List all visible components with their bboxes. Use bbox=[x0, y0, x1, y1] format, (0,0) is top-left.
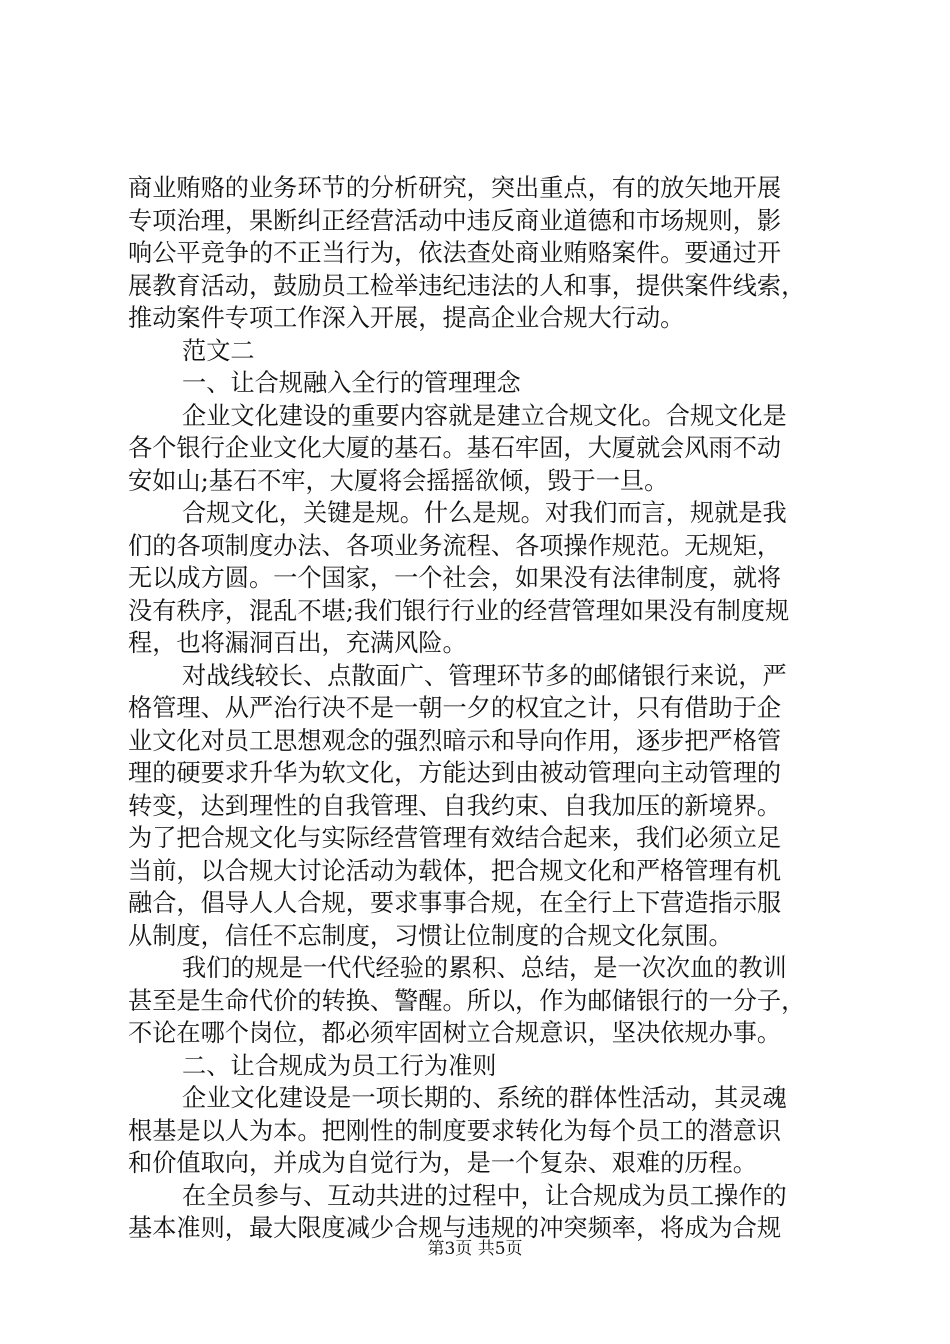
text-line: 各个银行企业文化大厦的基石。基石牢固，大厦就会风雨不动 bbox=[128, 434, 782, 462]
text-line: 从制度，信任不忘制度，习惯让位制度的合规文化氛围。 bbox=[128, 921, 733, 950]
text-line: 不论在哪个岗位，都必须牢固树立合规意识，坚决依规办事。 bbox=[128, 1019, 782, 1047]
text-line: 企业文化建设的重要内容就是建立合规文化。合规文化是 bbox=[182, 401, 787, 430]
text-line: 格管理、从严治行决不是一朝一夕的权宜之计，只有借助于企 bbox=[128, 694, 782, 722]
text-line: 安如山;基石不牢，大厦将会摇摇欲倾，毁于一旦。 bbox=[128, 466, 669, 495]
text-line: 推动案件专项工作深入开展，提高企业合规大行动。 bbox=[128, 304, 685, 332]
text-line: 企业文化建设是一项长期的、系统的群体性活动，其灵魂 bbox=[182, 1084, 787, 1112]
text-line: 程，也将漏洞百出，充满风险。 bbox=[128, 629, 467, 657]
text-line: 根基是以人为本。把刚性的制度要求转化为每个员工的潜意识 bbox=[128, 1116, 782, 1145]
text-line: 融合，倡导人人合规，要求事事合规，在全行上下营造指示服 bbox=[128, 889, 782, 917]
text-line: 业文化对员工思想观念的强烈暗示和导向作用，逐步把严格管 bbox=[128, 726, 782, 755]
text-line: 为了把合规文化与实际经营管理有效结合起来，我们必须立足 bbox=[128, 824, 782, 852]
text-line: 我们的规是一代代经验的累积、总结，是一次次血的教训 bbox=[182, 954, 787, 982]
page-footer: 第3页 共5页 bbox=[427, 1239, 523, 1259]
text-line: 甚至是生命代价的转换、警醒。所以，作为邮储银行的一分子， bbox=[128, 986, 806, 1015]
document-body bbox=[128, 172, 838, 1245]
text-line: 响公平竞争的不正当行为，依法查处商业贿赂案件。要通过开 bbox=[128, 239, 782, 267]
text-line: 二、让合规成为员工行为准则 bbox=[182, 1051, 497, 1080]
text-line: 无以成方圆。一个国家，一个社会，如果没有法律制度，就将 bbox=[128, 564, 782, 592]
text-line: 展教育活动，鼓励员工检举违纪违法的人和事，提供案件线索， bbox=[128, 271, 806, 300]
text-line: 合规文化，关键是规。什么是规。对我们而言，规就是我 bbox=[182, 499, 787, 527]
text-line: 专项治理，果断纠正经营活动中违反商业道德和市场规则，影 bbox=[128, 206, 782, 235]
text-line: 对战线较长、点散面广、管理环节多的邮储银行来说，严 bbox=[182, 661, 787, 690]
text-line: 们的各项制度办法、各项业务流程、各项操作规范。无规矩， bbox=[128, 531, 782, 560]
text-line: 商业贿赂的业务环节的分析研究，突出重点，有的放矢地开展 bbox=[128, 174, 782, 202]
text-line: 理的硬要求升华为软文化，方能达到由被动管理向主动管理的 bbox=[128, 759, 782, 787]
text-line: 没有秩序，混乱不堪;我们银行行业的经营管理如果没有制度规 bbox=[128, 596, 790, 625]
text-line: 一、让合规融入全行的管理理念 bbox=[182, 369, 521, 397]
text-line: 和价值取向，并成为自觉行为，是一个复杂、艰难的历程。 bbox=[128, 1149, 757, 1177]
text-line: 在全员参与、互动共进的过程中，让合规成为员工操作的 bbox=[182, 1181, 787, 1210]
text-line: 范文二 bbox=[182, 336, 255, 365]
text-line: 当前，以合规大讨论活动为载体，把合规文化和严格管理有机 bbox=[128, 856, 782, 885]
text-line: 基本准则，最大限度减少合规与违规的冲突频率，将成为合规 bbox=[128, 1214, 782, 1242]
text-line: 转变，达到理性的自我管理、自我约束、自我加压的新境界。 bbox=[128, 791, 782, 820]
